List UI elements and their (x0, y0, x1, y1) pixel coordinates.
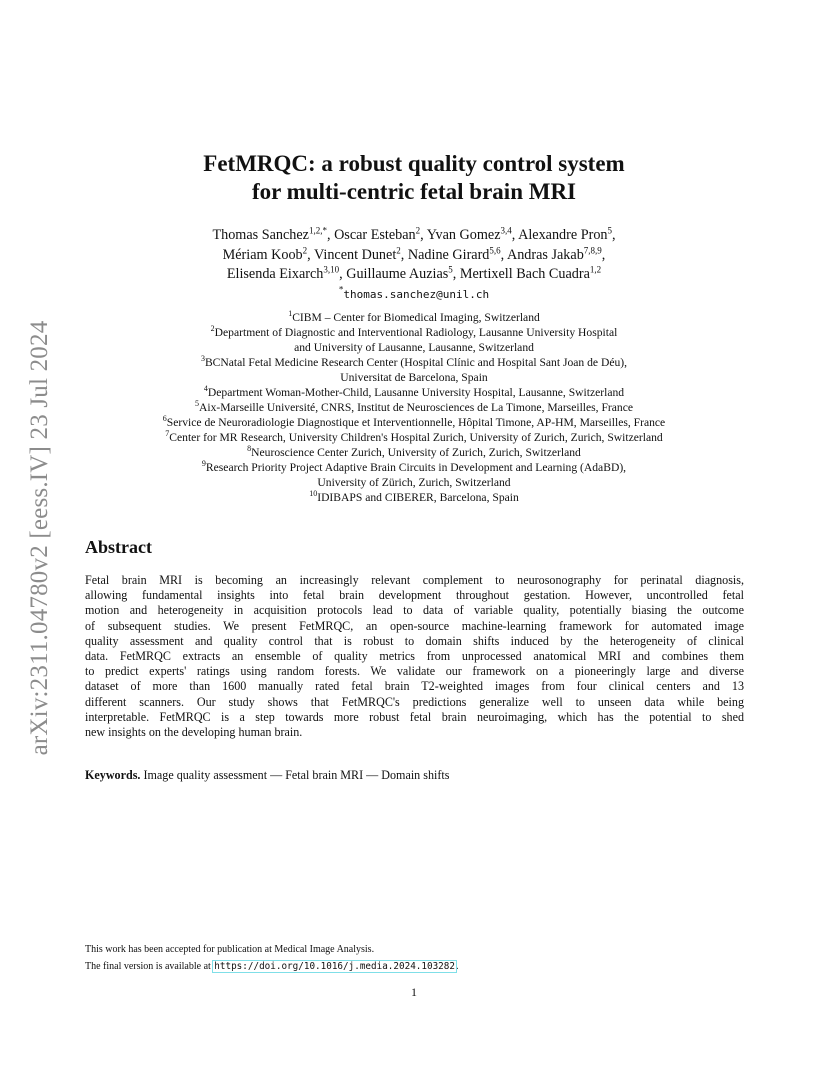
title-line-2: for multi-centric fetal brain MRI (251, 179, 577, 204)
affil-text: Center for MR Research, University Children's Hospital Zurich, University of Zurich, Zurich, Switzerland (169, 431, 663, 444)
abstract-line: Fetal brain MRI is becoming an increasingly relevant complement to neurosonography for perinatal diagnosis, (85, 573, 744, 587)
email-marker: * (338, 283, 344, 294)
affil-text: Service de Neuroradiologie Diagnostique et Interventionnelle, Hôpital Timone, AP-HM, Marseilles, France (166, 416, 666, 429)
affil-number: 6 (162, 414, 167, 424)
abstract-line: of subsequent studies. We present FetMRQC, an open-source machine-learning framework for automated image (85, 618, 744, 633)
author-name: Mériam Koob (222, 246, 303, 263)
author-sep: , (400, 246, 408, 263)
affil-number: 9 (201, 459, 206, 469)
author-sep: , (612, 227, 616, 243)
author-name: Nadine Girard (407, 246, 490, 263)
affil-text: and University of Lausanne, Lausanne, Switzerland (294, 341, 534, 354)
author-affil: 2 (302, 244, 308, 255)
author-name: Andras Jakab (506, 246, 584, 263)
author-affil: 1,2 (589, 264, 602, 275)
affiliation-line (0, 430, 828, 445)
affil-text: University of Zürich, Zurich, Switzerland (317, 476, 511, 489)
affil-number: 10 (309, 489, 318, 499)
author-name: Elisenda Eixarch (226, 266, 324, 282)
author-affil: 5,6 (489, 244, 501, 255)
author-affil: 5 (607, 225, 613, 236)
author-name: Yvan Gomez (426, 227, 501, 243)
author-list (0, 226, 828, 304)
abstract-line: different scanners. Our study shows that FetMRQC's predictions generalize well to unseen data while being (85, 694, 744, 709)
author-line-1 (0, 226, 828, 246)
affiliation-line (0, 370, 828, 385)
affiliation-list (0, 310, 828, 505)
footnote-prefix: The final version is available at (85, 961, 214, 972)
author-sep: , (511, 227, 519, 243)
abstract-heading: Abstract (85, 537, 152, 557)
author-name: Oscar Esteban (334, 227, 416, 243)
affiliation-line (0, 445, 828, 460)
abstract-line: interpretable. FetMRQC is a step towards more robust fetal brain neuroimaging, which has the potential to shed (85, 709, 744, 724)
author-name: Guillaume Auzias (346, 266, 449, 282)
author-affil: 2 (396, 244, 401, 255)
publication-footnote (85, 941, 458, 975)
abstract-line: to predict experts' ratings using random forests. We validate our framework on a pioneeringly large and diverse (85, 664, 744, 679)
author-sep: , (326, 227, 335, 243)
author-name: Vincent Dunet (313, 246, 397, 263)
affil-number: 5 (194, 399, 199, 409)
author-sep: , (339, 266, 347, 282)
affiliation-line (0, 310, 828, 325)
author-affil: 3,10 (323, 264, 340, 275)
author-affil: 5 (448, 264, 453, 275)
affil-number: 7 (165, 429, 170, 439)
footnote-line-2 (85, 958, 458, 975)
author-name: Alexandre Pron (518, 227, 608, 243)
affiliation-line (0, 325, 828, 340)
abstract-body (85, 573, 744, 740)
abstract-line: dataset of more than 1600 manually rated fetal brain T2-weighted images from four clinical centers and 13 (85, 679, 744, 694)
abstract-line: new insights on the developing human brain. (85, 725, 303, 740)
arxiv-identifier-text: arXiv:2311.04780v2 [eess.IV] 23 Jul 2024 (26, 320, 53, 755)
author-line-3 (0, 265, 828, 285)
abstract-line: data. FetMRQC extracts an ensemble of quality metrics from unprocessed anatomical MRI and combines them (85, 649, 744, 664)
title-line-1: FetMRQC: a robust quality control system (203, 151, 625, 176)
affil-text: Department Woman-Mother-Child, Lausanne University Hospital, Lausanne, Switzerland (207, 386, 625, 399)
affil-text: BCNatal Fetal Medicine Research Center (Hospital Clínic and Hospital Sant Joan de Déu), (204, 356, 628, 369)
affil-number: 1 (288, 309, 293, 319)
paper-title (0, 150, 828, 206)
author-sep: , (420, 227, 427, 243)
author-sep: , (307, 246, 314, 263)
affil-text: Neuroscience Center Zurich, University of Zurich, Zurich, Switzerland (251, 446, 581, 459)
author-line-2 (0, 246, 828, 266)
page-number: 1 (411, 985, 417, 999)
affil-text: Department of Diagnostic and Interventional Radiology, Lausanne University Hospital (214, 326, 618, 339)
affiliation-line (0, 385, 828, 400)
keywords-label: Keywords. (85, 768, 141, 782)
affil-number: 8 (247, 444, 252, 454)
keywords-text: Image quality assessment — Fetal brain MRI — Domain shifts (143, 768, 450, 782)
affil-text: Universitat de Barcelona, Spain (340, 371, 488, 384)
affiliation-line (0, 340, 828, 355)
keywords (85, 768, 449, 783)
author-affil: 1,2,* (308, 225, 327, 236)
footnote-line-1: This work has been accepted for publication at Medical Image Analysis. (85, 944, 375, 955)
affiliation-line (0, 460, 828, 475)
affil-text: CIBM – Center for Biomedical Imaging, Switzerland (292, 311, 540, 324)
author-sep: , (452, 266, 460, 282)
affil-number: 3 (200, 354, 205, 364)
author-sep: , (500, 246, 507, 263)
author-affil: 7,8,9 (583, 244, 602, 255)
author-affil: 2 (415, 225, 421, 236)
author-sep: , (601, 246, 606, 263)
affiliation-line (0, 355, 828, 370)
affil-text: Research Priority Project Adaptive Brain Circuits in Development and Learning (AdaBD), (205, 461, 627, 474)
affil-text: IDIBAPS and CIBERER, Barcelona, Spain (317, 491, 519, 504)
affil-number: 4 (203, 384, 208, 394)
affiliation-line (0, 400, 828, 415)
doi-link[interactable]: https://doi.org/10.1016/j.media.2024.103282 (214, 961, 455, 972)
abstract-line: quality assessment and quality control that is robust to domain shifts induced by the heterogeneity of clinical (85, 633, 744, 648)
corresponding-email (0, 285, 828, 305)
abstract-line: motion and heterogeneity in acquisition protocols lead to data of variable quality, potentially biasing the outcome (85, 603, 744, 618)
author-name: Thomas Sanchez (212, 227, 309, 243)
affiliation-line (0, 490, 828, 505)
author-affil: 3,4 (500, 225, 512, 236)
abstract-line: allowing fundamental insights into fetal brain development throughout gestation. However, uncontrolled fetal (85, 588, 744, 603)
affil-text: Aix-Marseille Université, CNRS, Institut de Neurosciences de La Timone, Marseilles, France (198, 401, 634, 414)
affiliation-line (0, 415, 828, 430)
affil-number: 2 (210, 324, 215, 334)
footnote-suffix: . (455, 961, 459, 972)
affiliation-line (0, 475, 828, 490)
author-name: Mertixell Bach Cuadra (459, 266, 590, 282)
email-address[interactable]: thomas.sanchez@unil.ch (343, 287, 490, 301)
